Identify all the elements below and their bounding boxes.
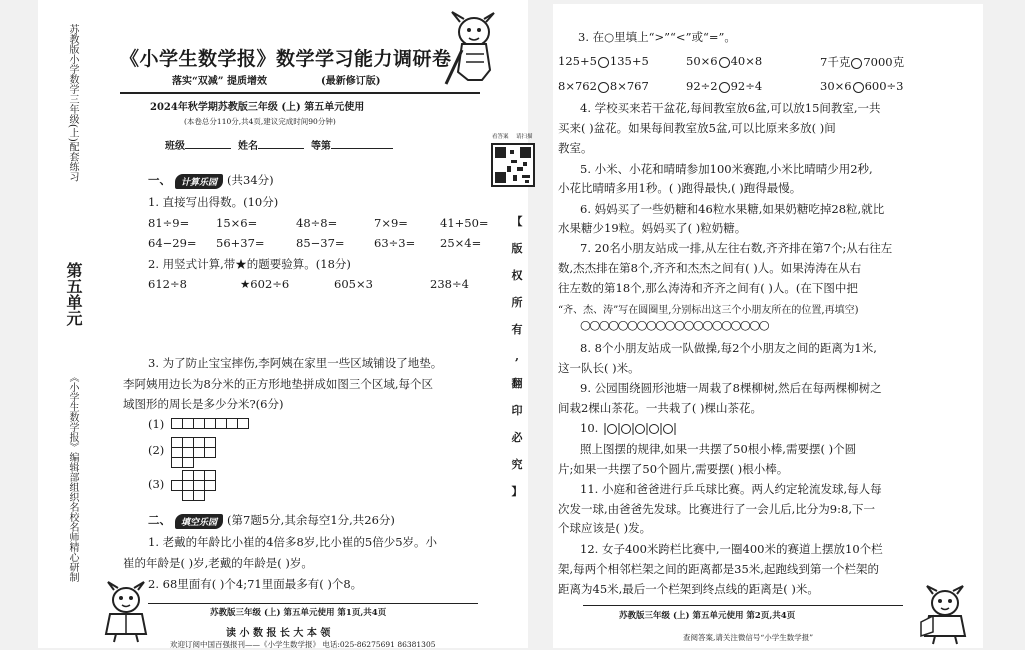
q10-label: 10. [580, 421, 599, 435]
name-field[interactable] [258, 138, 304, 149]
grade-label: 等第 [310, 141, 331, 152]
name-label: 姓名 [237, 141, 258, 152]
q4-line-2: 买来( )盆花。如果每间教室放5盆,可以比原来多放( )间 [558, 121, 836, 135]
compare-circle[interactable] [598, 82, 609, 93]
bottom-slogan: 读 小 数 报 长 大 本 领 [226, 628, 331, 639]
class-field[interactable] [185, 138, 231, 149]
page-2-footer: 苏教版三年级 (上) 第五单元使用 第2页,共4页 [619, 611, 796, 621]
side-text-bottom: 《小学生数学报》编辑部组织名校名师精心研制 [67, 372, 78, 582]
section-1-badge: 计算乐园 [175, 174, 223, 189]
q12-line-2: 架,每两个相邻栏架之间的距离都是35米,起跑线到第一个栏架的 [558, 562, 879, 576]
section-2-header: 二、 填空乐园 (第7题5分,其余每空1分,共26分) [148, 513, 395, 528]
q11-line-2: 次发一球,由爸爸先发球。比赛进行了一会儿后,比分为9:8,下一 [558, 502, 875, 516]
q9-line-1: 9. 公园围绕圆形池塘一周栽了8棵柳树,然后在每两棵柳树之 [580, 381, 882, 395]
section-1-header: 一、 计算乐园 (共34分) [148, 173, 274, 188]
class-label: 班级 [165, 141, 185, 152]
q2-title: 2. 用竖式计算,带★的题要验算。(18分) [148, 257, 351, 271]
q3-label-2: (2) [148, 443, 165, 457]
q3-line-1: 3. 为了防止宝宝摔伤,李阿姨在家里一些区域铺设了地垫。 [148, 356, 443, 370]
exam-name: 2024年秋学期苏教版三年级 (上) 第五单元使用 [150, 102, 365, 113]
q10-line-3: 片;如果一共摆了50个圆片,需要摆( )根小棒。 [558, 462, 789, 476]
q1-title: 1. 直接写出得数。(10分) [148, 195, 279, 209]
slogan: 落实“双减” 提质增效 [172, 76, 267, 87]
q3-compare-title: 3. 在○里填上“>”“<”或“=”。 [578, 30, 736, 44]
q4-line-3: 教室。 [558, 141, 593, 155]
mascot-reading-icon [102, 582, 150, 644]
qr-code-icon[interactable] [491, 143, 535, 187]
q3-label-1: (1) [148, 417, 165, 431]
q7-line-4: “齐、杰、涛”写在圆圈里,分别标出这三个小朋友所在的位置,再填空) [558, 305, 859, 316]
q7-circle-row[interactable]: ○○○○○○○○○○○○○○○○○○○○ [580, 317, 769, 332]
q5-line-2: 小花比晴晴多用1秒。( )跑得最快,( )跑得最慢。 [558, 181, 802, 195]
compare-circle[interactable] [719, 57, 730, 68]
grade-field[interactable] [331, 138, 393, 149]
q6-line-2: 水果糖少19粒。妈妈买了( )粒奶糖。 [558, 221, 747, 235]
edition: (最新修订版) [321, 76, 381, 87]
section-2-badge: 填空乐园 [175, 514, 223, 529]
s2-q2: 2. 68里面有( )个4;71里面最多有( )个8。 [148, 577, 363, 591]
copyright-notice: 【 版 权 所 有 , 翻 印 必 究 】 [511, 215, 523, 498]
side-unit-label: 第五单元 [64, 262, 83, 326]
q10-line-2: 照上图摆的规律,如果一共摆了50根小棒,需要摆( )个圆 [580, 442, 857, 456]
compare-circle[interactable] [851, 58, 862, 69]
side-text-top: 苏教版小学数学三年级(上)配套练习 [67, 24, 78, 182]
q12-line-1: 12. 女子400米跨栏比赛中,一圈400米的赛道上摆放10个栏 [580, 542, 883, 556]
q3-line-2: 李阿姨用边长为8分米的正方形地垫拼成如图三个区域,每个区 [123, 377, 433, 391]
mascot-pen-icon [444, 10, 500, 86]
student-info-row [165, 137, 393, 152]
exam-page-1: 苏教版小学数学三年级(上)配套练习 第五单元 《小学生数学报》编辑部组织名校名师精心研制 《小学生数学报》数学学习能力调研卷 落实“双减” 提质增效 (最新修订版) 2024年秋学期苏教版三年级 (上) 第五单元使用 (本卷总分110分,共4页,建议完成时间90分钟) 班级 姓名 等第 看答案 请扫描 【 版 权 所 有 , 翻 印 必 究 】 一、 计算乐园 (共34分) 1. 直接写出得数。(10分) 81÷9= 15×6= 48÷8= 7×9= 41+50= 64−29= 56+37= 85−37= 63÷3= 25×4= 2. 用竖式计算,带★的题要验算。(18分) 612÷8 ★602÷6 605×3 238÷4 3. 为了防止宝宝摔伤,李阿姨在家里一些区域铺设了地垫。 李阿姨用边长为8分米的正方形地垫拼成如图三个区域,每个区 域图形的周长是多少分米?(6分) (1) (2) (3) 二、 填空乐园 (第7题5分,其余每空1分,共26分) 1. 老戴的年龄比小崔的4倍多8岁,比小崔的5倍少5岁。小 崔的年龄是( )岁,老戴的年龄是( )岁。 2. 68里面有( )个4;71里面最多有( )个8。 苏教版三年级 (上) 第五单元使用 第1页,共4页 读 小 数 报 长 大 本 领 欢迎订阅中国百强报刊——《小学生数学报》 电话:025-86275691 86381305 [38, 0, 528, 648]
q11-line-1: 11. 小庭和爸爸进行乒乓球比赛。两人约定轮流发球,每人每 [580, 482, 882, 496]
wechat-note: 查阅答案,请关注微信号“小学生数学报” [683, 633, 814, 642]
exam-note: (本卷总分110分,共4页,建议完成时间90分钟) [184, 117, 336, 126]
q12-line-3: 距离为45米,最后一个栏架到终点线的距离是( )米。 [558, 582, 819, 596]
compare-circle[interactable] [598, 57, 609, 68]
q9-line-2: 间栽2棵山茶花。一共栽了( )棵山茶花。 [558, 401, 762, 415]
exam-page-2: 3. 在○里填上“>”“<”或“=”。 125+5 135+5 50×6 40×8 7千克 7000克 8×762 8×767 92÷2 92÷4 30×6 600÷3 4. 学校买来若干盆花,每间教室放6盆,可以放15间教室,一共 买来( )盆花。如果每间教室放5盆,可以比原来多放( )间 教室。 5. 小米、小花和晴晴参加100米赛跑,小米比晴晴少用2秒, 小花比晴晴多用1秒。( )跑得最快,( )跑得最慢。 6. 妈妈买了一些奶糖和46粒水果糖,如果奶糖吃掉28粒,就比 水果糖少19粒。妈妈买了( )粒奶糖。 7. 20名小朋友站成一排,从左往右数,齐齐排在第7个;从右往左 数,杰杰排在第8个,齐齐和杰杰之间有( )人。如果涛涛在从右 往左数的第18个,那么涛涛和齐齐之间有( )人。(在下图中把 “齐、杰、涛”写在圆圈里,分别标出这三个小朋友所在的位置,再填空) ○○○○○○○○○○○○○○○○○○○○ 8. 8个小朋友站成一队做操,每2个小朋友之间的距离为1米, 这一队长( )米。 9. 公园围绕圆形池塘一周栽了8棵柳树,然后在每两棵柳树之 间栽2棵山茶花。一共栽了( )棵山茶花。 10. 照上图摆的规律,如果一共摆了50根小棒,需要摆( )个圆 片;如果一共摆了50个圆片,需要摆( )根小棒。 11. 小庭和爸爸进行乒乓球比赛。两人约定轮流发球,每人每 次发一球,由爸爸先发球。比赛进行了一会儿后,比分为9:8,下一 个球应该是( )发。 12. 女子400米跨栏比赛中,一圈400米的赛道上摆放10个栏 架,每两个相邻栏架之间的距离都是35米,起跑线到第一个栏架的 距离为45米,最后一个栏架到终点线的距离是( )米。 苏教版三年级 (上) 第五单元使用 第2页,共4页 查阅答案,请关注微信号“小学生数学报” [553, 4, 983, 648]
page-1-footer: 苏教版三年级 (上) 第五单元使用 第1页,共4页 [210, 608, 387, 618]
compare-circle[interactable] [719, 82, 730, 93]
q8-line-1: 8. 8个小朋友站成一队做操,每2个小朋友之间的距离为1米, [580, 341, 877, 355]
s2-q1-line-1: 1. 老戴的年龄比小崔的4倍多8岁,比小崔的5倍少5岁。小 [148, 535, 438, 549]
q11-line-3: 个球应该是( )发。 [558, 521, 652, 535]
mascot-book-icon [919, 586, 969, 646]
q7-line-2: 数,杰杰排在第8个,齐齐和杰杰之间有( )人。如果涛涛在从右 [558, 261, 862, 275]
q6-line-1: 6. 妈妈买了一些奶糖和46粒水果糖,如果奶糖吃掉28粒,就比 [580, 202, 885, 216]
q5-line-1: 5. 小米、小花和晴晴参加100米赛跑,小米比晴晴少用2秒, [580, 162, 873, 176]
stick-circle-pattern-icon [603, 422, 681, 436]
contact-info: 欢迎订阅中国百强报刊——《小学生数学报》 电话:025-86275691 86381305 [170, 640, 436, 649]
exam-title: 《小学生数学报》数学学习能力调研卷 [120, 48, 452, 70]
q4-line-1: 4. 学校买来若干盆花,每间教室放6盆,可以放15间教室,一共 [580, 101, 881, 115]
q8-line-2: 这一队长( )米。 [558, 361, 640, 375]
compare-circle[interactable] [853, 82, 864, 93]
q7-line-3: 往左数的第18个,那么涛涛和齐齐之间有( )人。(在下图中把 [558, 281, 858, 295]
s2-q1-line-2: 崔的年龄是( )岁,老戴的年龄是( )岁。 [123, 556, 313, 570]
qr-label-2: 请扫描 [516, 134, 533, 140]
qr-label-1: 看答案 [492, 134, 509, 140]
q3-label-3: (3) [148, 477, 165, 491]
q3-line-3: 域图形的周长是多少分米?(6分) [123, 397, 284, 411]
q7-line-1: 7. 20名小朋友站成一排,从左往右数,齐齐排在第7个;从右往左 [580, 241, 893, 255]
